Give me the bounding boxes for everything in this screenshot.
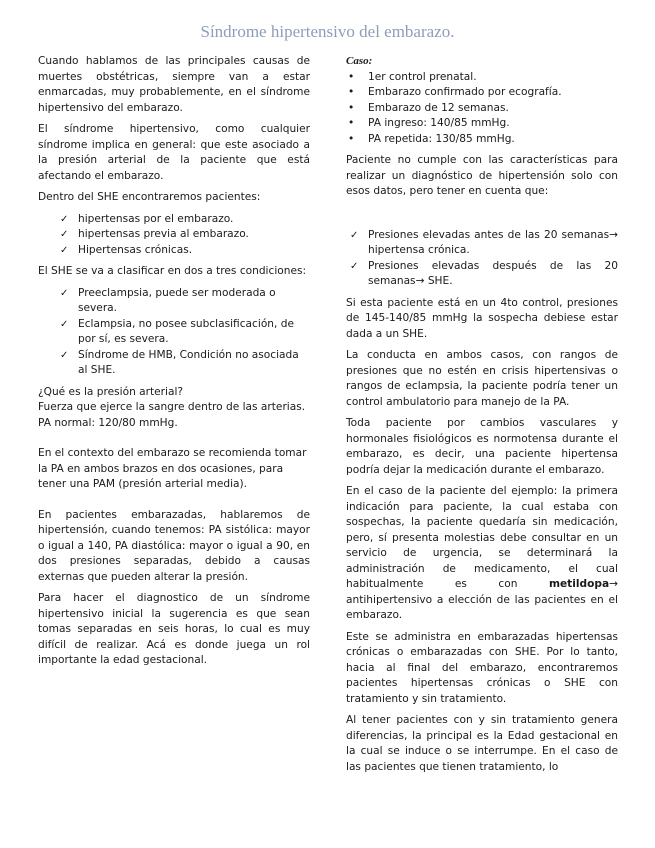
case-list	[346, 70, 618, 148]
list-item: • 1er control prenatal.	[346, 70, 618, 86]
classification-list	[38, 286, 310, 379]
paragraph: El síndrome hipertensivo, como cualquier síndrome implica en general: que este asociado a la presión arterial de la paciente que está afectando el embarazo.	[38, 123, 310, 182]
definition-text: Fuerza que ejerce la sangre dentro de las arterias.	[38, 401, 306, 413]
list-item: ✓ Presiones elevadas después de las 20 semanas→ SHE.	[346, 259, 618, 290]
right-column	[346, 54, 618, 781]
patient-type-list	[38, 212, 310, 259]
list-item: • PA ingreso: 140/85 mmHg.	[346, 116, 618, 132]
list-item: ✓ Preeclampsia, puede ser moderada o severa.	[56, 286, 310, 317]
list-item: ✓ Síndrome de HMB, Condición no asociada al SHE.	[56, 348, 310, 379]
paragraph: Este se administra en embarazadas hipertensas crónicas o embarazadas con SHE. Por lo tanto, hacia al final del embarazo, encontraremos pacientes hipertensas crónicas o SHE con tratamiento y sin tratamiento.	[346, 630, 618, 705]
text-run: → antihipertensivo a elección de las pacientes en el embarazo.	[346, 578, 618, 621]
list-item: • PA repetida: 130/85 mmHg.	[346, 132, 618, 148]
drug-name: metildopa	[548, 578, 610, 590]
normal-pa-text: PA normal: 120/80 mmHg.	[38, 416, 178, 429]
list-item: ✓ Presiones elevadas antes de las 20 semanas→ hipertensa crónica.	[346, 228, 618, 259]
paragraph: Cuando hablamos de las principales causas de muertes obstétricas, siempre van a estar enmarcadas, muy probablemente, en el síndrome hipertensivo del embarazo.	[38, 55, 310, 114]
paragraph: Al tener pacientes con y sin tratamiento genera diferencias, la principal es la Edad gestacional en la cual se induce o se interrumpe. En el caso de las pacientes que tienen tratamiento, lo	[346, 714, 618, 773]
page-title: Síndrome hipertensivo del embarazo.	[200, 22, 455, 41]
list-item: ✓ hipertensas previa al embarazo.	[56, 227, 310, 243]
paragraph: Paciente no cumple con las características para realizar un diagnóstico de hipertensión solo con esos datos, pero tener en cuenta que:	[346, 154, 618, 197]
paragraph: Para hacer el diagnostico de un síndrome hipertensivo inicial la sugerencia es que sean tomas separadas en seis horas, lo cual es muy difícil de realizar. Acá es donde juega un rol importante la edad gestacional.	[38, 592, 310, 666]
list-item: ✓ Eclampsia, no posee subclasificación, de por sí, es severa.	[56, 317, 310, 348]
list-item: • Embarazo de 12 semanas.	[346, 101, 618, 117]
paragraph: Si esta paciente está en un 4to control, presiones de 145-140/85 mmHg la sospecha debiese estar dada a un SHE.	[346, 296, 618, 340]
question-heading: ¿Qué es la presión arterial?	[38, 385, 184, 398]
paragraph	[346, 484, 618, 624]
paragraph: En el contexto del embarazo se recomienda tomar la PA en ambos brazos en dos ocasiones, para tener una PAM (presión arterial media).	[38, 447, 307, 490]
paragraph: Dentro del SHE encontraremos pacientes:	[38, 191, 261, 203]
list-item: ✓ hipertensas por el embarazo.	[56, 212, 310, 228]
paragraph: En pacientes embarazadas, hablaremos de hipertensión, cuando tenemos: PA sistólica: mayor o igual a 140, PA diastólica: mayor o igual a 90, en dos presiones separadas, debido a causas externas que pueden alterar la presión.	[38, 508, 310, 583]
list-item: ✓ Hipertensas crónicas.	[56, 243, 310, 259]
list-item: • Embarazo confirmado por ecografía.	[346, 85, 618, 101]
text-run: En el caso de la paciente del ejemplo: la primera indicación para paciente, la cual estaba con sospechas, la paciente quedaría sin medicación, pero, sí presenta molestias debe consultar en un servicio de urgencia, se determinará la administración de medicamento, el cual habitualmente es con	[346, 485, 618, 590]
left-column	[38, 54, 310, 675]
paragraph: El SHE se va a clasificar en dos a tres condiciones:	[38, 265, 307, 277]
paragraph: Toda paciente por cambios vasculares y hormonales fisiológicos es normotensa durante el embarazo, es decir, una paciente hipertensa podría dejar la medicación durante el embarazo.	[346, 417, 618, 476]
definition-block	[38, 385, 310, 432]
pressure-list	[346, 228, 618, 290]
case-heading: Caso:	[346, 55, 373, 67]
paragraph: La conducta en ambos casos, con rangos de presiones que no estén en crisis hipertensivas o rangos de eclampsia, la paciente podría tener un control ambulatorio para manejo de la PA.	[346, 349, 618, 408]
